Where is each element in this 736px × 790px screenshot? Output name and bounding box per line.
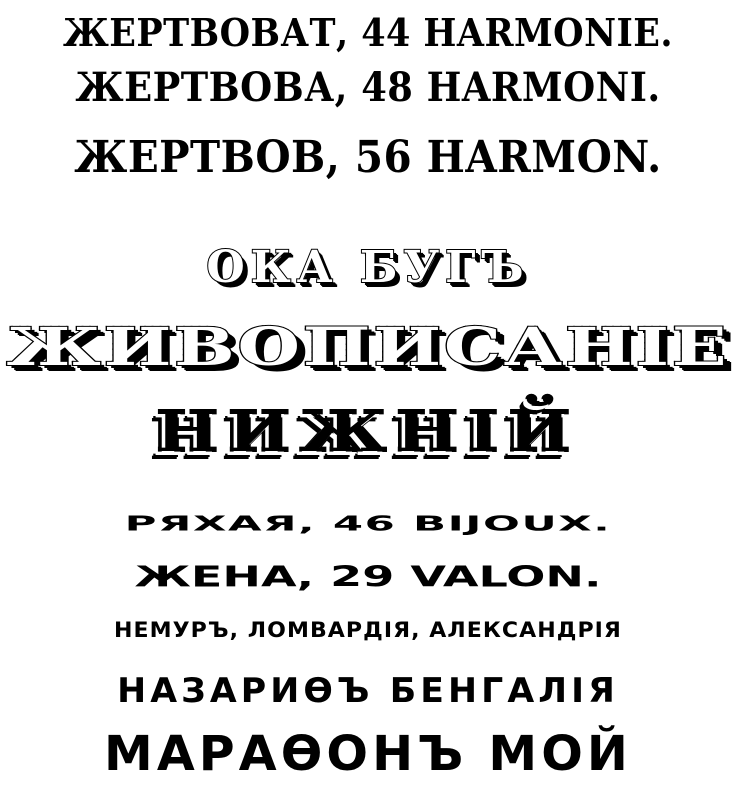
- specimen-line-modern-56: ЖЕРТВОВ, 56 HARMON.: [74, 132, 662, 183]
- specimen-line-tuscan-medium: НАЗАРИѲЪ БЕНГАЛІЯ: [117, 671, 619, 711]
- specimen-line-tuscan-large: МАРАѲОНЪ МОЙ: [104, 726, 632, 782]
- specimen-line-fat-46: РЯХАЯ, 46 BIJOUX.: [124, 511, 612, 536]
- specimen-line-fat-29: ЖЕНА, 29 VALON.: [134, 561, 602, 594]
- specimen-line-modern-48: ЖЕРТВОВА, 48 HARMONI.: [75, 64, 661, 111]
- specimen-line-shaded-oka: ОКА БУГЪ: [206, 242, 530, 293]
- specimen-line-ornamented-nizhniy: НИЖНІЙ: [156, 399, 580, 465]
- specimen-line-modern-44: ЖЕРТВОВАТ, 44 HARMONIE.: [62, 10, 674, 55]
- specimen-line-hatched-zhivopisanie: ЖИВОПИСАНІЕ: [0, 322, 736, 374]
- specimen-line-tuscan-small: НЕМУРЪ, ЛОМВАРДІЯ, АЛЕКСАНДРІЯ: [114, 618, 622, 642]
